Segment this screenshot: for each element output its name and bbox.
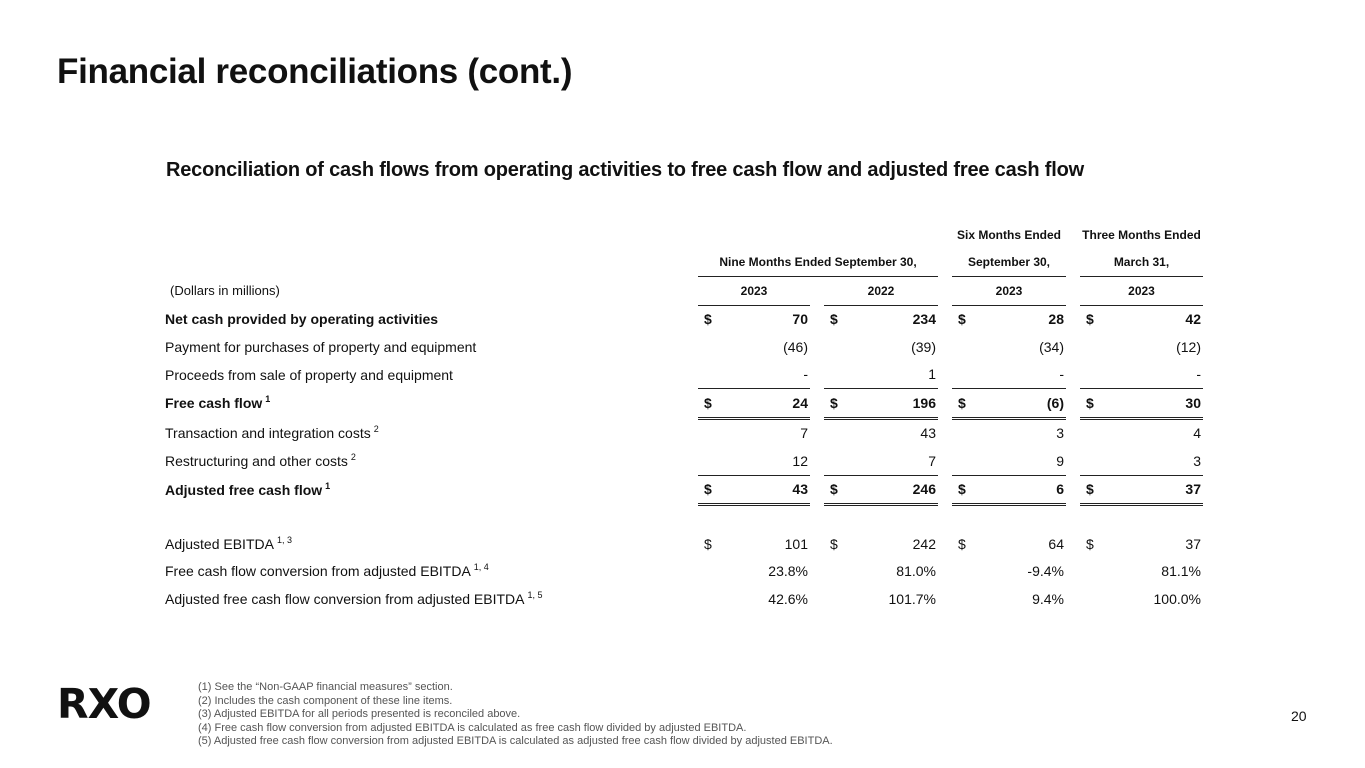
currency-sign: [952, 585, 972, 613]
footnote: (3) Adjusted EBITDA for all periods presented is reconciled above.: [198, 708, 521, 720]
footnote: (4) Free cash flow conversion from adjusted EBITDA is calculated as free cash flow divided by adjusted EBITDA.: [198, 721, 747, 734]
cell-value: 37: [1100, 475, 1203, 505]
row-label: [160, 389, 698, 419]
cell-value: (12): [1176, 338, 1201, 355]
footnote: (5) Adjusted free cash flow conversion from adjusted EBITDA is calculated as adjusted free cash flow divided by adjusted EBITDA.: [198, 735, 833, 747]
currency-sign: [824, 585, 844, 613]
footnotes: [198, 681, 833, 749]
row-label-text: Payment for purchases of property and equipment: [165, 338, 477, 355]
table-row: [160, 447, 1203, 475]
row-label-text: Net cash provided by operating activities: [165, 311, 439, 327]
currency-sign: $: [1080, 389, 1100, 419]
currency-sign: $: [952, 389, 972, 419]
header-row-1: [160, 221, 1203, 249]
table-row: [160, 530, 1203, 558]
cell-value: -9.4%: [1027, 563, 1064, 580]
footnote-ref: 1, 5: [527, 589, 543, 600]
rxo-logo: RXO: [57, 680, 151, 728]
cell-value: 81.0%: [896, 563, 936, 580]
row-label-text: Adjusted EBITDA: [165, 535, 274, 552]
cell-value: 242: [912, 535, 936, 552]
currency-sign: $: [698, 305, 718, 333]
footnote-ref: 2: [373, 423, 379, 434]
currency-sign: [824, 418, 844, 447]
footnote-ref: 1, 3: [276, 534, 292, 545]
currency-sign: $: [1080, 305, 1100, 333]
currency-sign: [952, 333, 972, 361]
footnote: (1) See the “Non-GAAP financial measures” section.: [198, 681, 453, 693]
row-label-text: Proceeds from sale of property and equipment: [165, 366, 453, 383]
cell-value: 81.1%: [1161, 563, 1201, 580]
row-label: [160, 333, 698, 361]
row-label-text: Free cash flow conversion from adjusted EBITDA: [165, 563, 471, 580]
footnote: (2) Includes the cash component of these line items.: [198, 694, 453, 707]
footnote-ref: 1: [325, 480, 331, 491]
row-label: [160, 475, 698, 505]
units-label: (Dollars in millions): [170, 283, 280, 299]
cell-value: 100.0%: [1153, 590, 1201, 607]
currency-sign: $: [952, 305, 972, 333]
cell-value: 234: [844, 305, 938, 333]
cell-value: 101.7%: [888, 590, 936, 607]
cell-value: (39): [911, 338, 936, 355]
cell-value: 3: [1193, 452, 1201, 469]
cell-value: (34): [1039, 338, 1064, 355]
cell-value: 196: [844, 389, 938, 419]
currency-sign: [698, 585, 718, 613]
cell-value: -: [1196, 366, 1201, 383]
year-header: 2023: [952, 277, 1066, 306]
cell-value: 23.8%: [768, 563, 808, 580]
table-row: [160, 418, 1203, 447]
table-row: [160, 585, 1203, 613]
currency-sign: [698, 333, 718, 361]
cell-value: 4: [1193, 425, 1201, 442]
cell-value: 246: [844, 475, 938, 505]
currency-sign: [1080, 558, 1100, 586]
currency-sign: [698, 418, 718, 447]
currency-sign: [824, 361, 844, 389]
cell-value: 7: [800, 425, 808, 442]
header-nine-months: Nine Months Ended September 30,: [698, 249, 938, 277]
cell-value: 28: [972, 305, 1066, 333]
footnote-ref: 1, 4: [473, 562, 489, 573]
table-row: [160, 558, 1203, 586]
footnote-ref: 2: [350, 452, 356, 462]
cell-value: -: [803, 366, 808, 383]
row-label: [160, 447, 698, 475]
currency-sign: [1080, 447, 1100, 475]
currency-sign: [824, 558, 844, 586]
currency-sign: $: [1086, 535, 1094, 552]
page-number: 20: [1291, 708, 1307, 724]
row-label-text: Adjusted free cash flow conversion from adjusted EBITDA: [165, 590, 525, 607]
currency-sign: $: [1080, 475, 1100, 505]
header-three-months-line2: March 31,: [1080, 249, 1203, 277]
cell-value: 42.6%: [768, 590, 808, 607]
cell-value: 30: [1100, 389, 1203, 419]
cell-value: 3: [1056, 425, 1064, 442]
cell-value: 9: [1056, 452, 1064, 469]
cell-value: 24: [718, 389, 810, 419]
cell-value: 37: [1185, 535, 1201, 552]
currency-sign: [1080, 585, 1100, 613]
year-header: 2023: [1080, 277, 1203, 306]
currency-sign: [698, 361, 718, 389]
currency-sign: [952, 361, 972, 389]
table-row: [160, 361, 1203, 389]
cell-value: 12: [792, 452, 808, 469]
year-header: 2023: [698, 277, 810, 306]
cell-value: 70: [718, 305, 810, 333]
cell-value: 64: [1048, 535, 1064, 552]
currency-sign: $: [824, 389, 844, 419]
cell-value: 6: [972, 475, 1066, 505]
cell-value: 9.4%: [1032, 590, 1064, 607]
table-row: [160, 475, 1203, 505]
table-row: [160, 389, 1203, 419]
table-row: [160, 305, 1203, 333]
header-row-years: [160, 277, 1203, 306]
currency-sign: [952, 447, 972, 475]
cell-value: 101: [784, 535, 808, 552]
spacer-row: [160, 505, 1203, 531]
currency-sign: $: [824, 305, 844, 333]
header-three-months-line1: Three Months Ended: [1082, 227, 1201, 242]
reconciliation-table: [160, 221, 1203, 613]
row-label-text: Restructuring and other costs: [165, 453, 348, 469]
year-header: 2022: [824, 277, 938, 306]
row-label: [160, 305, 698, 333]
currency-sign: [952, 558, 972, 586]
row-label: [160, 361, 698, 389]
currency-sign: [824, 333, 844, 361]
currency-sign: [1080, 333, 1100, 361]
row-label: [160, 530, 698, 558]
row-label: [160, 418, 698, 447]
table-row: [160, 333, 1203, 361]
currency-sign: $: [952, 475, 972, 505]
currency-sign: [952, 418, 972, 447]
cell-value: 43: [718, 475, 810, 505]
row-label: [160, 558, 698, 586]
currency-sign: [1080, 418, 1100, 447]
page-title: Financial reconciliations (cont.): [57, 52, 573, 91]
cell-value: 43: [920, 425, 936, 442]
cell-value: (46): [783, 338, 808, 355]
currency-sign: $: [958, 535, 966, 552]
currency-sign: $: [824, 475, 844, 505]
cell-value: 42: [1100, 305, 1203, 333]
header-row-2: [160, 249, 1203, 277]
header-six-months-line1: Six Months Ended: [956, 227, 1061, 242]
currency-sign: $: [704, 535, 712, 552]
currency-sign: $: [698, 389, 718, 419]
currency-sign: [1080, 361, 1100, 389]
cell-value: 7: [928, 452, 936, 469]
currency-sign: $: [830, 535, 838, 552]
cell-value: -: [1059, 366, 1064, 383]
row-label-text: Adjusted free cash flow: [165, 481, 323, 498]
table-title: Reconciliation of cash flows from operating activities to free cash flow and adjusted free cash flow: [166, 159, 1084, 181]
currency-sign: [698, 558, 718, 586]
header-six-months-line2: September 30,: [952, 249, 1066, 277]
footnote-ref: 1: [265, 394, 271, 405]
currency-sign: $: [698, 475, 718, 505]
cell-value: (6): [972, 389, 1066, 419]
row-label-text: Free cash flow: [165, 395, 263, 412]
cell-value: 1: [928, 366, 936, 383]
row-label-text: Transaction and integration costs: [165, 424, 371, 441]
currency-sign: [824, 447, 844, 475]
row-label: [160, 585, 698, 613]
currency-sign: [698, 447, 718, 475]
